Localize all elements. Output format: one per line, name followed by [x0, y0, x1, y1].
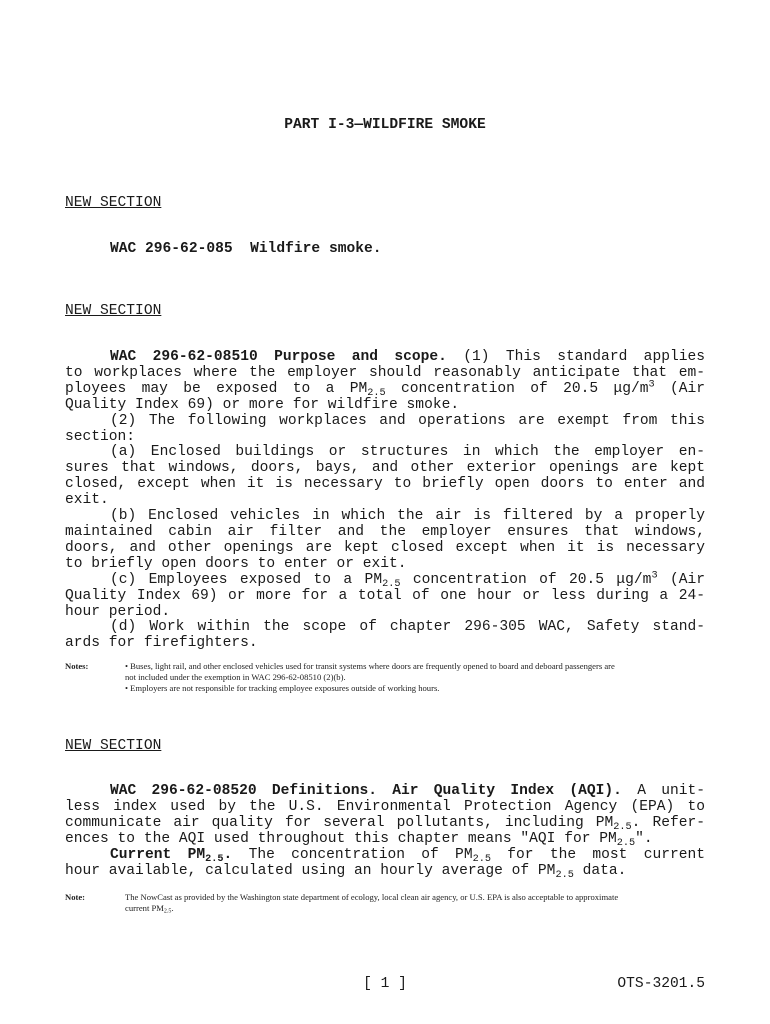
note-label: Note:	[65, 892, 86, 902]
text-line: (2) The following workplaces and operations are exempt from this	[110, 412, 705, 429]
text-line: WAC 296-62-08520 Definitions. Air Quality Index (AQI). A unit-	[110, 783, 706, 799]
text-line: doors, and other openings are kept closed except when it is necessary	[65, 539, 705, 556]
new-section-label: NEW SECTION	[65, 303, 162, 319]
note-item: • Employers are not responsible for tracking employee exposures outside of working hours.	[125, 683, 440, 693]
document-id: OTS-3201.5	[617, 976, 705, 992]
text-line: ployees may be exposed to a $PM_{2.5}$ concentration of 20.5 $\mu g/m^3$ (Air	[65, 378, 706, 399]
section-08520-body	[65, 784, 705, 879]
text-line: less index used by the U.S. Environmental Protection Agency (EPA) to	[65, 798, 705, 815]
section-title: Purpose and scope.	[274, 349, 447, 365]
section-number: WAC 296-62-08520	[110, 783, 257, 799]
text-line: communicate air quality for several pollutants, including $PM_{2.5}$. Refer-	[65, 814, 705, 833]
note-text: The NowCast as provided by the Washington state department of ecology, local clean air agency, or U.S. EPA is also acceptable to approximate current $PM_{2.5}$.	[125, 892, 619, 915]
section-08510-body	[65, 350, 705, 652]
section-title: Definitions.	[271, 783, 377, 799]
text-line: closed, except when it is necessary to briefly open doors to enter and	[65, 476, 705, 493]
notes-list	[125, 661, 710, 694]
text-line: ards for firefighters.	[65, 635, 258, 652]
text-line: Quality Index 69) or more for wildfire smoke.	[65, 396, 460, 413]
new-section-label: NEW SECTION	[65, 738, 162, 754]
text-line: sures that windows, doors, bays, and other exterior openings are kept	[65, 460, 705, 477]
text-line: Current $PM_{2.5}$. The concentration of $PM_{2.5}$ for the most current	[110, 846, 705, 865]
new-section-label: NEW SECTION	[65, 195, 162, 211]
text-line: to workplaces where the employer should reasonably anticipate that em-	[65, 364, 705, 381]
text-line: (a) Enclosed buildings or structures in which the employer en-	[110, 444, 705, 461]
page-number: [ 1 ]	[363, 976, 407, 992]
text-line: (b) Enclosed vehicles in which the air is filtered by a properly	[110, 508, 705, 525]
section-number: WAC 296-62-08510	[110, 349, 258, 365]
note-item: • Buses, light rail, and other enclosed vehicles used for transit systems where doors are frequently opened to board and deboard passengers are	[125, 661, 615, 671]
note-item-cont: not included under the exemption in WAC 296-62-08510 (2)(b).	[125, 672, 346, 682]
text-line: to briefly open doors to enter or exit.	[65, 555, 407, 572]
text-line: (c) Employees exposed to a $PM_{2.5}$ concentration of 20.5 $\mu g/m^3$ (Air	[110, 569, 705, 590]
defined-term: Current $PM_{2.5}$.	[110, 846, 233, 865]
notes-label: Notes:	[65, 661, 89, 671]
text-line: hour period.	[65, 603, 171, 620]
text-line: exit.	[65, 492, 109, 509]
part-title: PART I-3—WILDFIRE SMOKE	[284, 117, 486, 133]
defined-term: Air Quality Index (AQI).	[392, 783, 622, 799]
text-line: section:	[65, 428, 136, 445]
section-heading-085: WAC 296-62-085 Wildfire smoke.	[110, 241, 382, 257]
text-line: hour available, calculated using an hourly average of $PM_{2.5}$ data.	[65, 862, 627, 881]
text-line: Quality Index 69) or more for a total of one hour or less during a 24-	[65, 587, 705, 604]
text-line: ences to the AQI used throughout this chapter means "AQI for $PM_{2.5}$".	[65, 830, 653, 849]
text-line: maintained cabin air filter and the employer ensures that windows,	[65, 523, 705, 540]
text-line: (d) Work within the scope of chapter 296-305 WAC, Safety stand-	[110, 619, 705, 636]
text-line: WAC 296-62-08510 Purpose and scope. (1) This standard applies	[110, 349, 705, 365]
